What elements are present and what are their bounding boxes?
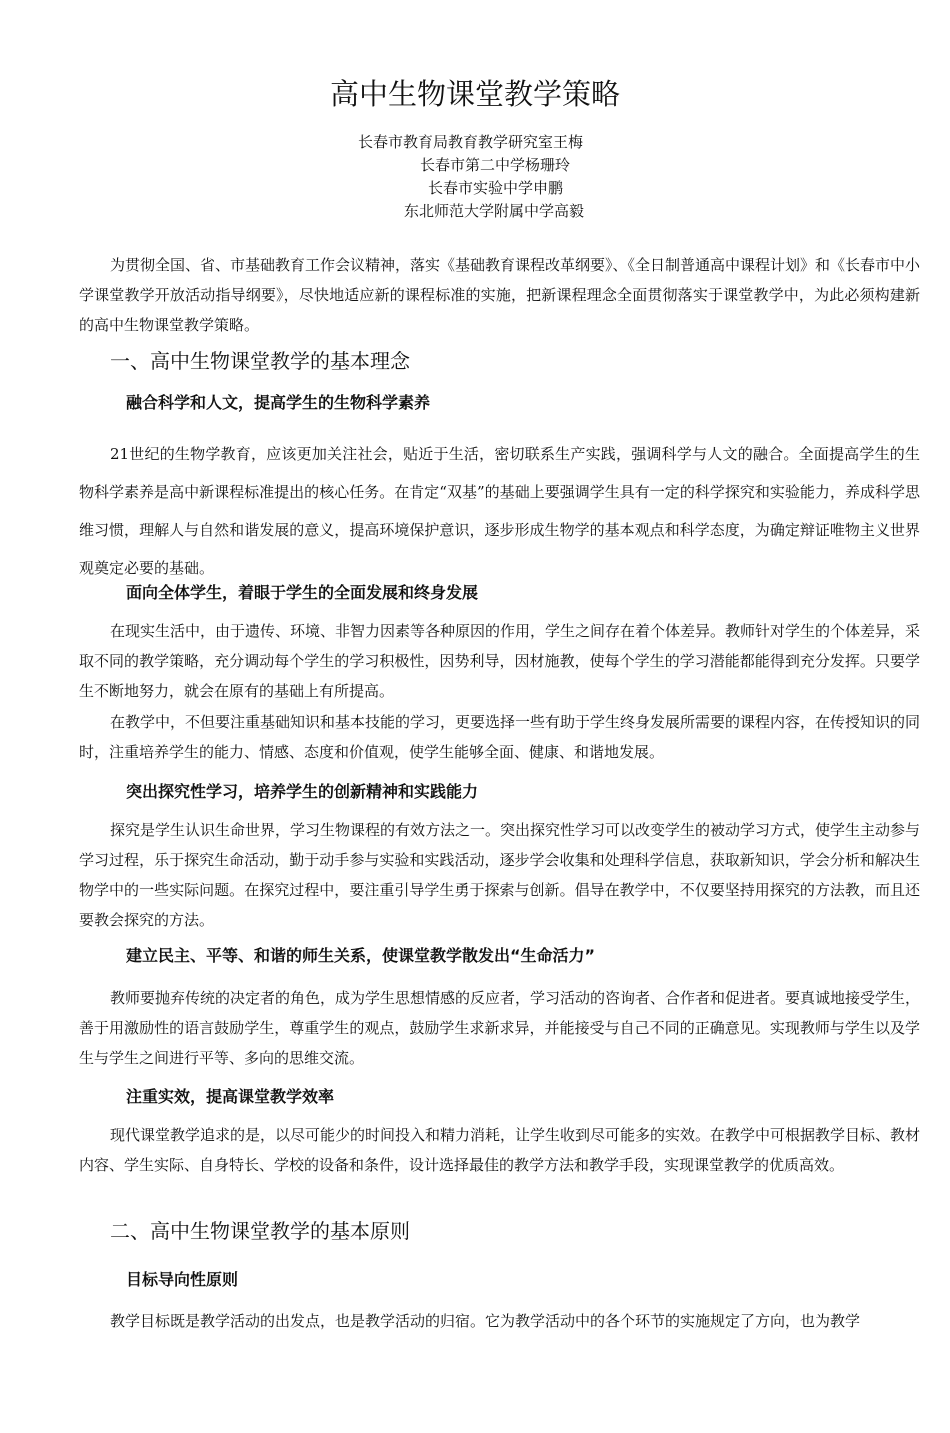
body-paragraph: 在现实生活中，由于遗传、环境、非智力因素等各种原因的作用，学生之间存在着个体差异。教师针对学生的个体差异，采取不同的教学策略，充分调动每个学生的学习积极性，因势利导，因材施教，使每个学生的学习潜能都能得到充分发挥。只要学生不断地努力，就会在原有的基础上有所提高。 bbox=[79, 622, 921, 700]
document-title: 高中生物课堂教学策略 bbox=[329, 77, 620, 111]
author-line: 长春市第二中学杨珊玲 bbox=[420, 156, 571, 174]
subsection-heading: 面向全体学生，着眼于学生的全面发展和终身发展 bbox=[126, 583, 479, 602]
body-paragraph: 探究是学生认识生命世界，学习生物课程的有效方法之一。突出探究性学习可以改变学生的被动学习方式，使学生主动参与学习过程，乐于探究生命活动，勤于动手参与实验和实践活动，逐步学会收集和处理科学信息，获取新知识，学会分析和解决生物学中的一些实际问题。在探究过程中，要注重引导学生勇于探索与创新。倡导在教学中，不仅要坚持用探究的方法教，而且还要教会探究的方法。 bbox=[79, 821, 921, 929]
subsection-heading: 建立民主、平等、和谐的师生关系，使课堂教学散发出“生命活力” bbox=[126, 946, 596, 965]
author-line: 长春市教育局教育教学研究室王梅 bbox=[358, 133, 584, 151]
body-paragraph: 现代课堂教学追求的是，以尽可能少的时间投入和精力消耗，让学生收到尽可能多的实效。在教学中可根据教学目标、教材内容、学生实际、自身特长、学校的设备和条件，设计选择最佳的教学方法和教学手段，实现课堂教学的优质高效。 bbox=[79, 1126, 921, 1174]
section-heading: 二、高中生物课堂教学的基本原则 bbox=[110, 1219, 410, 1243]
subsection-heading: 注重实效，提高课堂教学效率 bbox=[126, 1087, 335, 1106]
intro-paragraph: 为贯彻全国、省、市基础教育工作会议精神，落实《基础教育课程改革纲要》、《全日制普通高中课程计划》和《长春市中小学课堂教学开放活动指导纲要》，尽快地适应新的课程标准的实施，把新课程理念全面贯彻落实于课堂教学中，为此必须构建新的高中生物课堂教学策略。 bbox=[79, 256, 921, 334]
body-paragraph: 教师要抛弃传统的决定者的角色，成为学生思想情感的反应者，学习活动的咨询者、合作者和促进者。要真诚地接受学生，善于用激励性的语言鼓励学生，尊重学生的观点，鼓励学生求新求异，并能接受与自己不同的正确意见。实现教师与学生以及学生与学生之间进行平等、多向的思维交流。 bbox=[79, 989, 921, 1067]
body-paragraph: 教学目标既是教学活动的出发点，也是教学活动的归宿。它为教学活动中的各个环节的实施规定了方向，也为教学 bbox=[110, 1312, 861, 1330]
subsection-heading: 突出探究性学习，培养学生的创新精神和实践能力 bbox=[126, 782, 479, 801]
body-paragraph: 21世纪的生物学教育，应该更加关注社会，贴近于生活，密切联系生产实践，强调科学与人文的融合。全面提高学生的生物科学素养是高中新课程标准提出的核心任务。在肯定“双基”的基础上要强调学生具有一定的科学探究和实验能力，养成科学思维习惯，理解人与自然和谐发展的意义，提高环境保护意识，逐步形成生物学的基本观点和科学态度，为确定辩证唯物主义世界观奠定必要的基础。 bbox=[79, 445, 920, 577]
body-paragraph: 在教学中，不但要注重基础知识和基本技能的学习，更要选择一些有助于学生终身发展所需要的课程内容，在传授知识的同时，注重培养学生的能力、情感、态度和价值观，使学生能够全面、健康、和谐地发展。 bbox=[79, 713, 921, 761]
section-heading: 一、高中生物课堂教学的基本理念 bbox=[110, 349, 410, 373]
author-line: 长春市实验中学申鹏 bbox=[428, 179, 564, 197]
subsection-heading: 融合科学和人文，提高学生的生物科学素养 bbox=[126, 393, 431, 412]
author-line: 东北师范大学附属中学高毅 bbox=[404, 202, 585, 220]
subsection-heading: 目标导向性原则 bbox=[126, 1270, 239, 1289]
